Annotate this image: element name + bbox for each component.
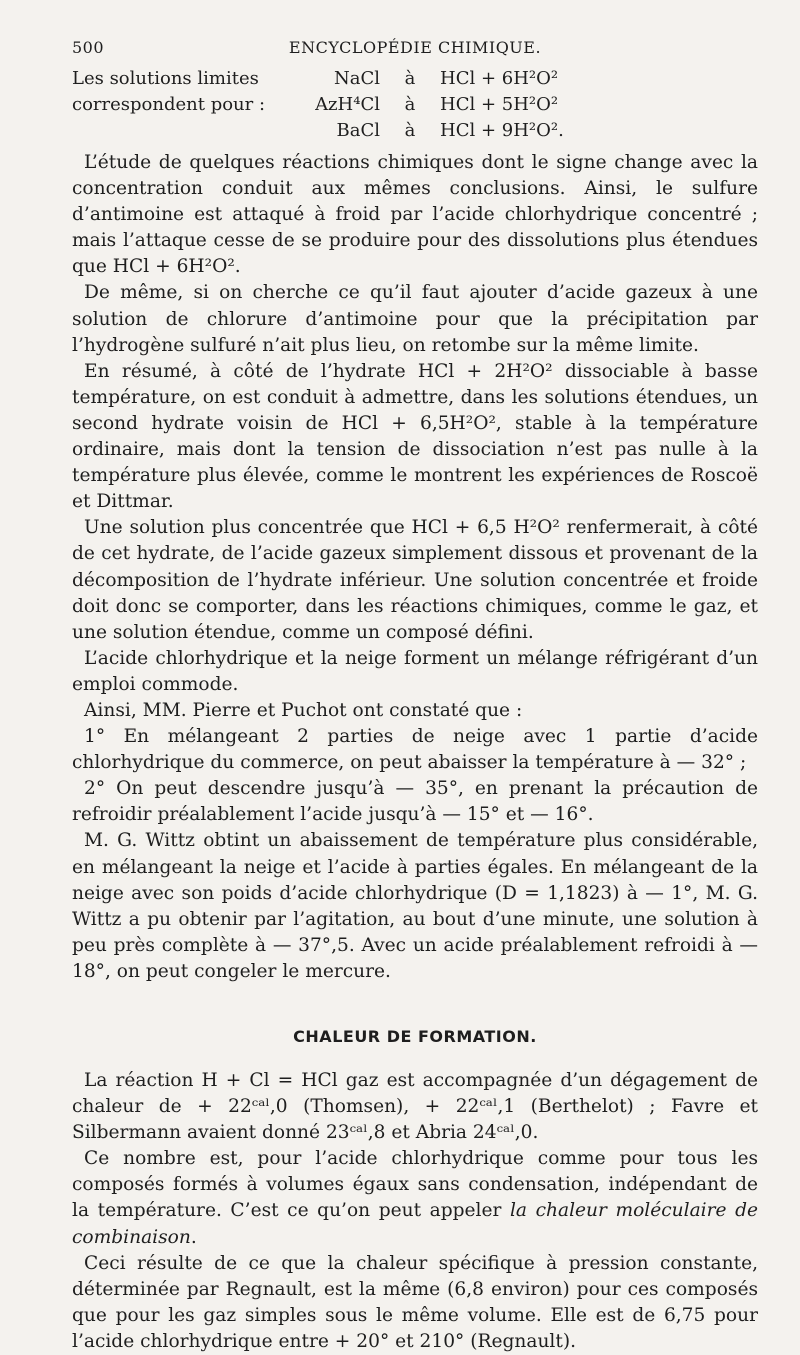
formula-table	[72, 66, 758, 144]
formula-row	[72, 92, 758, 118]
running-header	[72, 38, 758, 66]
formula-label: Les solutions limites	[72, 68, 259, 89]
paragraph: Une solution plus concentrée que HCl + 6,5 H²O² renfermerait, à côté de cet hydrate, de l’acide gazeux simplement dissous et provenant de la décomposition de l’hydrate inférieur. Une solution concentrée et froide doit donc se comporter, dans les réactions chimiques, comme le gaz, et une solution étendue, comme un composé défini.	[72, 517, 758, 643]
formula-mix: HCl + 5H²O²	[440, 94, 559, 115]
running-title: ENCYCLOPÉDIE CHIMIQUE.	[288, 38, 542, 57]
formula-mix: HCl + 6H²O²	[440, 68, 559, 89]
section-title: CHALEUR DE FORMATION.	[293, 1027, 537, 1046]
page-number: 500	[72, 38, 105, 57]
paragraph-end: .	[190, 1226, 197, 1248]
formula-a: à	[404, 94, 416, 115]
paragraph: L’étude de quelques réactions chimiques dont le signe change avec la concentration conduit aux mêmes conclusions. Ainsi, le sulfure d’antimoine est attaqué à froid par l’acide chlorhydrique concentré ; mais l’attaque cesse de se produire pour des dissolutions plus étendues que HCl + 6H²O².	[72, 152, 758, 278]
paragraph: M. G. Wittz obtint un abaissement de température plus considérable, en mélangeant la neige et l’acide à parties égales. En mélangeant de la neige avec son poids d’acide chlorhydrique (D = 1,1823) à — 1°, M. G. Wittz a pu obtenir par l’agitation, au bout d’une minute, une solution à peu près complète à — 37°,5. Avec un acide préalablement refroidi à — 18°, on peut congeler le mercure.	[72, 830, 758, 982]
formula-a: à	[404, 68, 416, 89]
paragraph-text: Ce nombre est, pour l’acide chlorhydrique comme pour tous les composés formés à volumes égaux sans condensation, indépendant de la température. C’est ce qu’on peut appeler	[72, 1148, 758, 1222]
paragraph: La réaction H + Cl = HCl gaz est accompagnée d’un dégagement de chaleur de + 22ᶜᵃˡ,0 (Thomsen), + 22ᶜᵃˡ,1 (Berthelot) ; Favre et Silbermann avaient donné 23ᶜᵃˡ,8 et Abria 24ᶜᵃˡ,0.	[72, 1070, 758, 1144]
formula-a: à	[404, 120, 416, 141]
formula-row	[72, 118, 758, 144]
formula-row	[72, 66, 758, 92]
italic-term: la chaleur moléculaire de combinaison	[72, 1200, 758, 1248]
paragraph: 2° On peut descendre jusqu’à — 35°, en prenant la précaution de refroidir préalablement l’acide jusqu’à — 15° et — 16°.	[72, 778, 758, 826]
page	[72, 38, 758, 1355]
paragraph: En résumé, à côté de l’hydrate HCl + 2H²O² dissociable à basse température, on est conduit à admettre, dans les solutions étendues, un second hydrate voisin de HCl + 6,5H²O², stable à la température ordinaire, mais dont la tension de dissociation n’est pas nulle à la température plus élevée, comme le montrent les expériences de Roscoë et Dittmar.	[72, 360, 758, 513]
paragraph: 1° En mélangeant 2 parties de neige avec 1 partie d’acide chlorhydrique du commerce, on peut abaisser la température à — 32° ;	[72, 726, 758, 774]
formula-salt: AzH⁴Cl	[315, 94, 380, 115]
formula-label: correspondent pour :	[72, 94, 266, 115]
paragraph-emphasis	[72, 1146, 758, 1250]
paragraph: L’acide chlorhydrique et la neige forment un mélange réfrigérant d’un emploi commode.	[72, 647, 758, 695]
formula-salt: BaCl	[336, 120, 380, 141]
formula-mix: HCl + 9H²O².	[440, 120, 564, 141]
paragraph: Ainsi, MM. Pierre et Puchot ont constaté que :	[84, 699, 523, 721]
paragraph: De même, si on cherche ce qu’il faut ajouter d’acide gazeux à une solution de chlorure d’antimoine pour que la précipitation par l’hydrogène sulfuré n’ait plus lieu, on retombe sur la même limite.	[72, 282, 758, 356]
paragraph: Ceci résulte de ce que la chaleur spécifique à pression constante, déterminée par Regnault, est la même (6,8 environ) pour ces composés que pour les gaz simples sous le même volume. Elle est de 6,75 pour l’acide chlorhydrique entre + 20° et 210° (Regnault).	[72, 1252, 758, 1352]
formula-salt: NaCl	[333, 68, 380, 89]
